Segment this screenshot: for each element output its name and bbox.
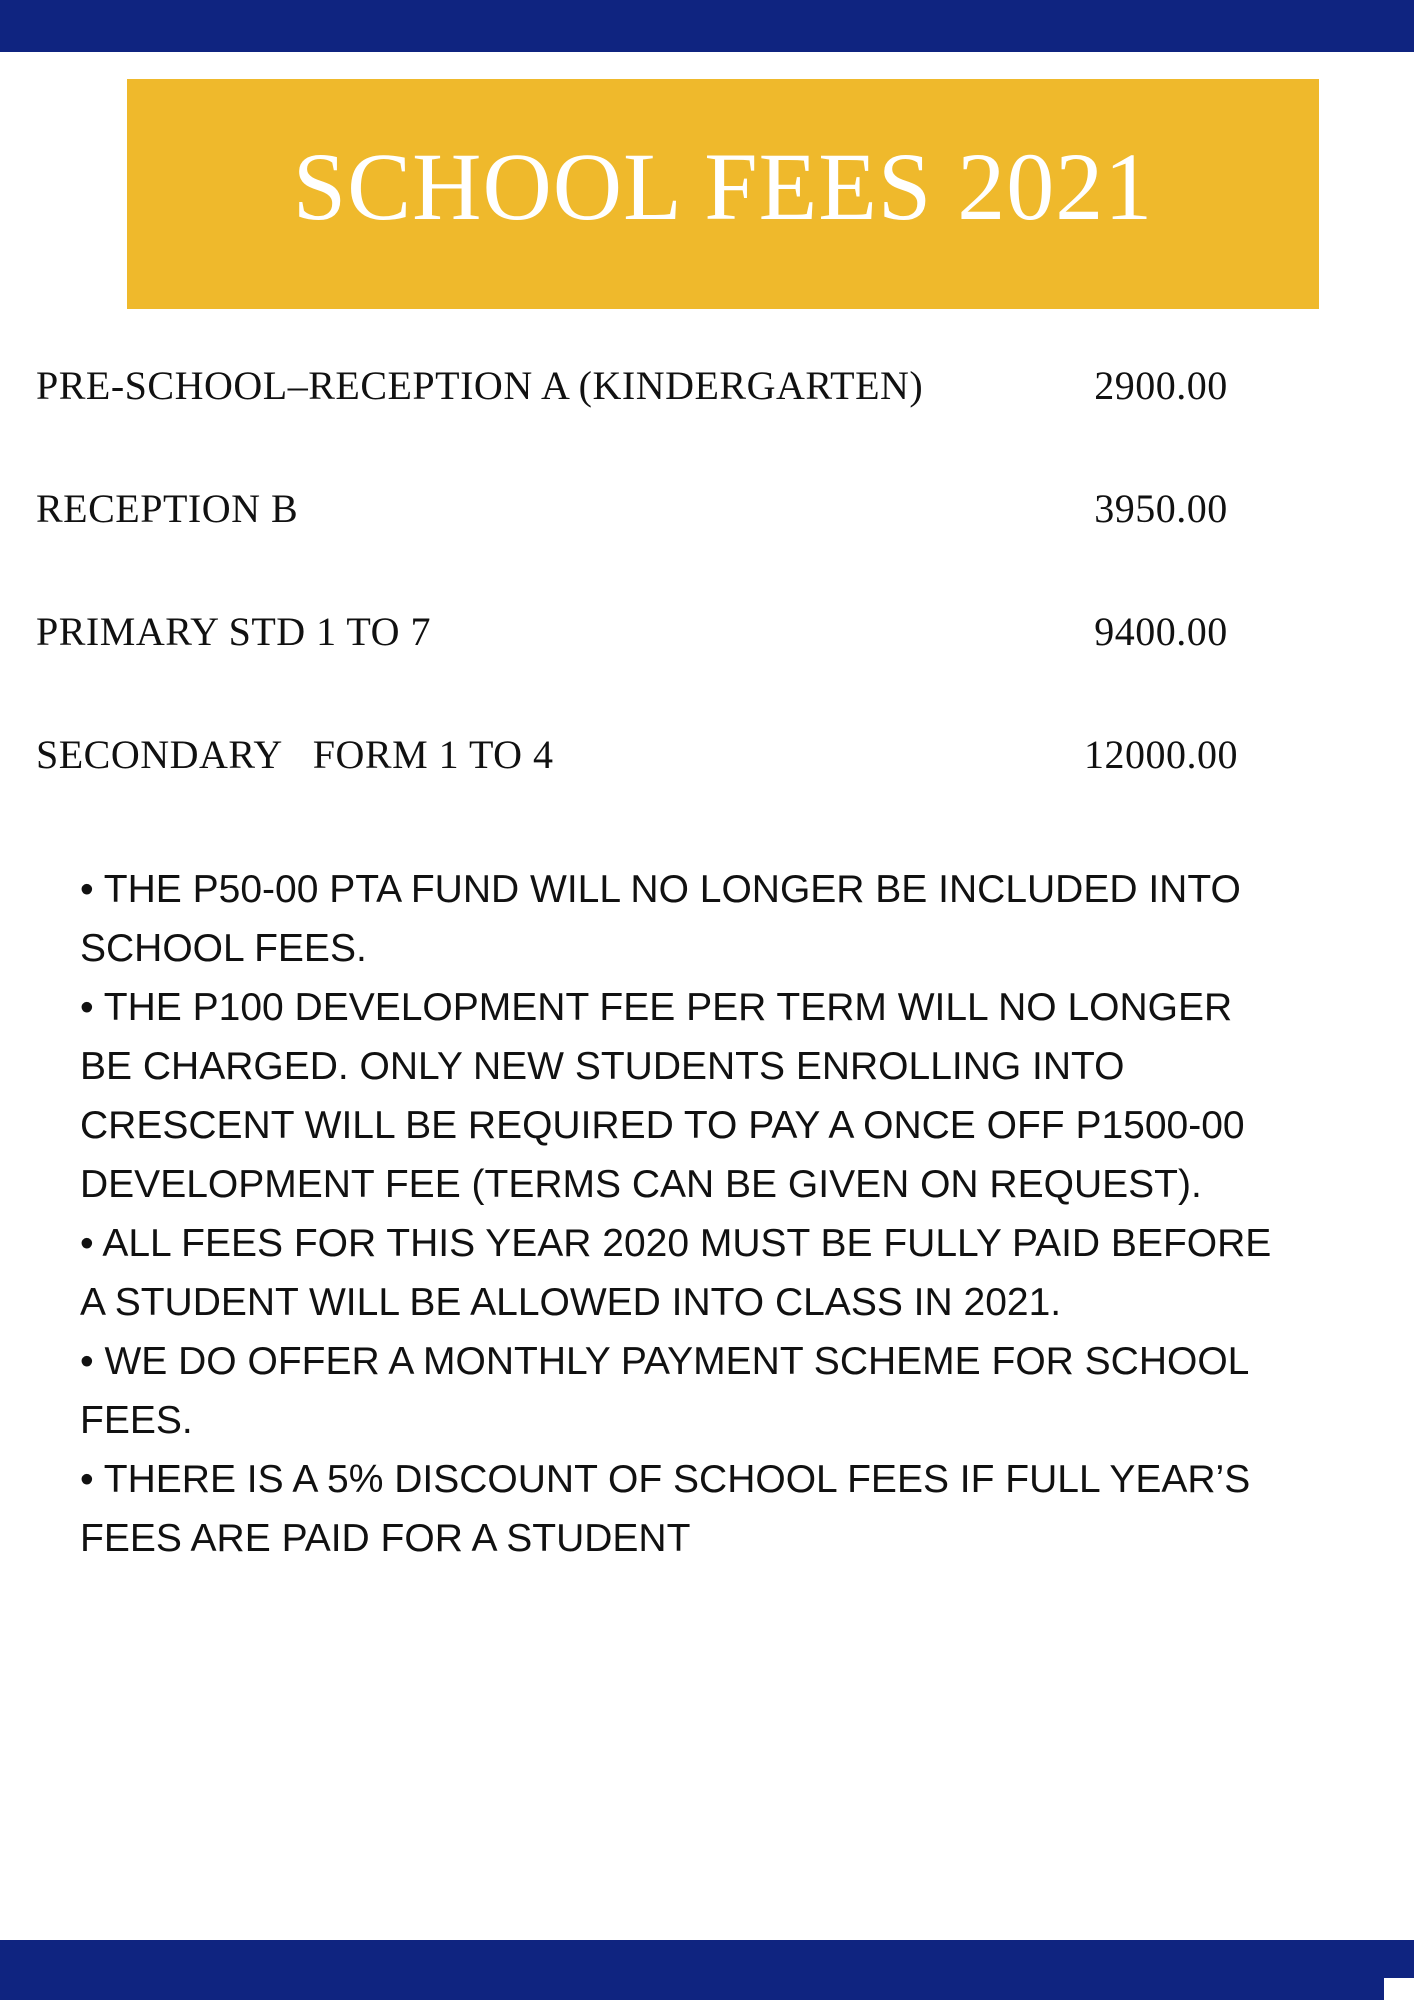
fee-amount: 9400.00 <box>1094 609 1228 654</box>
top-banner-band <box>0 0 1414 52</box>
fee-amount: 2900.00 <box>1094 363 1228 408</box>
corner-notch <box>1384 1978 1414 2000</box>
fee-row <box>36 485 1278 545</box>
fee-amount: 12000.00 <box>1084 732 1238 777</box>
note-item: • WE DO OFFER A MONTHLY PAYMENT SCHEME FOR SCHOOL FEES. <box>80 1340 1248 1442</box>
fee-notes-list <box>80 860 1280 1568</box>
note-item: • THE P100 DEVELOPMENT FEE PER TERM WILL NO LONGER BE CHARGED. ONLY NEW STUDENTS ENROLLING INTO CRESCENT WILL BE REQUIRED TO PAY A ONCE OFF P1500-00 DEVELOPMENT FEE (TERMS CAN BE GIVEN ON REQUEST). <box>80 986 1245 1206</box>
fee-level-label: PRE-SCHOOL–RECEPTION A (KINDERGARTEN) <box>36 363 924 408</box>
note-item: • THERE IS A 5% DISCOUNT OF SCHOOL FEES IF FULL YEAR’S FEES ARE PAID FOR A STUDENT <box>80 1458 1251 1560</box>
fee-level-label: PRIMARY STD 1 TO 7 <box>36 609 432 654</box>
fee-level-label: RECEPTION B <box>36 486 299 531</box>
fee-row <box>36 608 1278 668</box>
page-title: SCHOOL FEES 2021 <box>292 132 1154 240</box>
note-item: • ALL FEES FOR THIS YEAR 2020 MUST BE FULLY PAID BEFORE A STUDENT WILL BE ALLOWED INTO CLASS IN 2021. <box>80 1222 1272 1324</box>
fee-row <box>36 731 1278 791</box>
note-item: • THE P50-00 PTA FUND WILL NO LONGER BE INCLUDED INTO SCHOOL FEES. <box>80 868 1241 970</box>
fee-row <box>36 362 1278 422</box>
title-banner <box>127 79 1319 309</box>
fee-level-label: SECONDARY FORM 1 TO 4 <box>36 732 554 777</box>
fee-amount: 3950.00 <box>1094 486 1228 531</box>
bottom-banner-band <box>0 1940 1414 2000</box>
